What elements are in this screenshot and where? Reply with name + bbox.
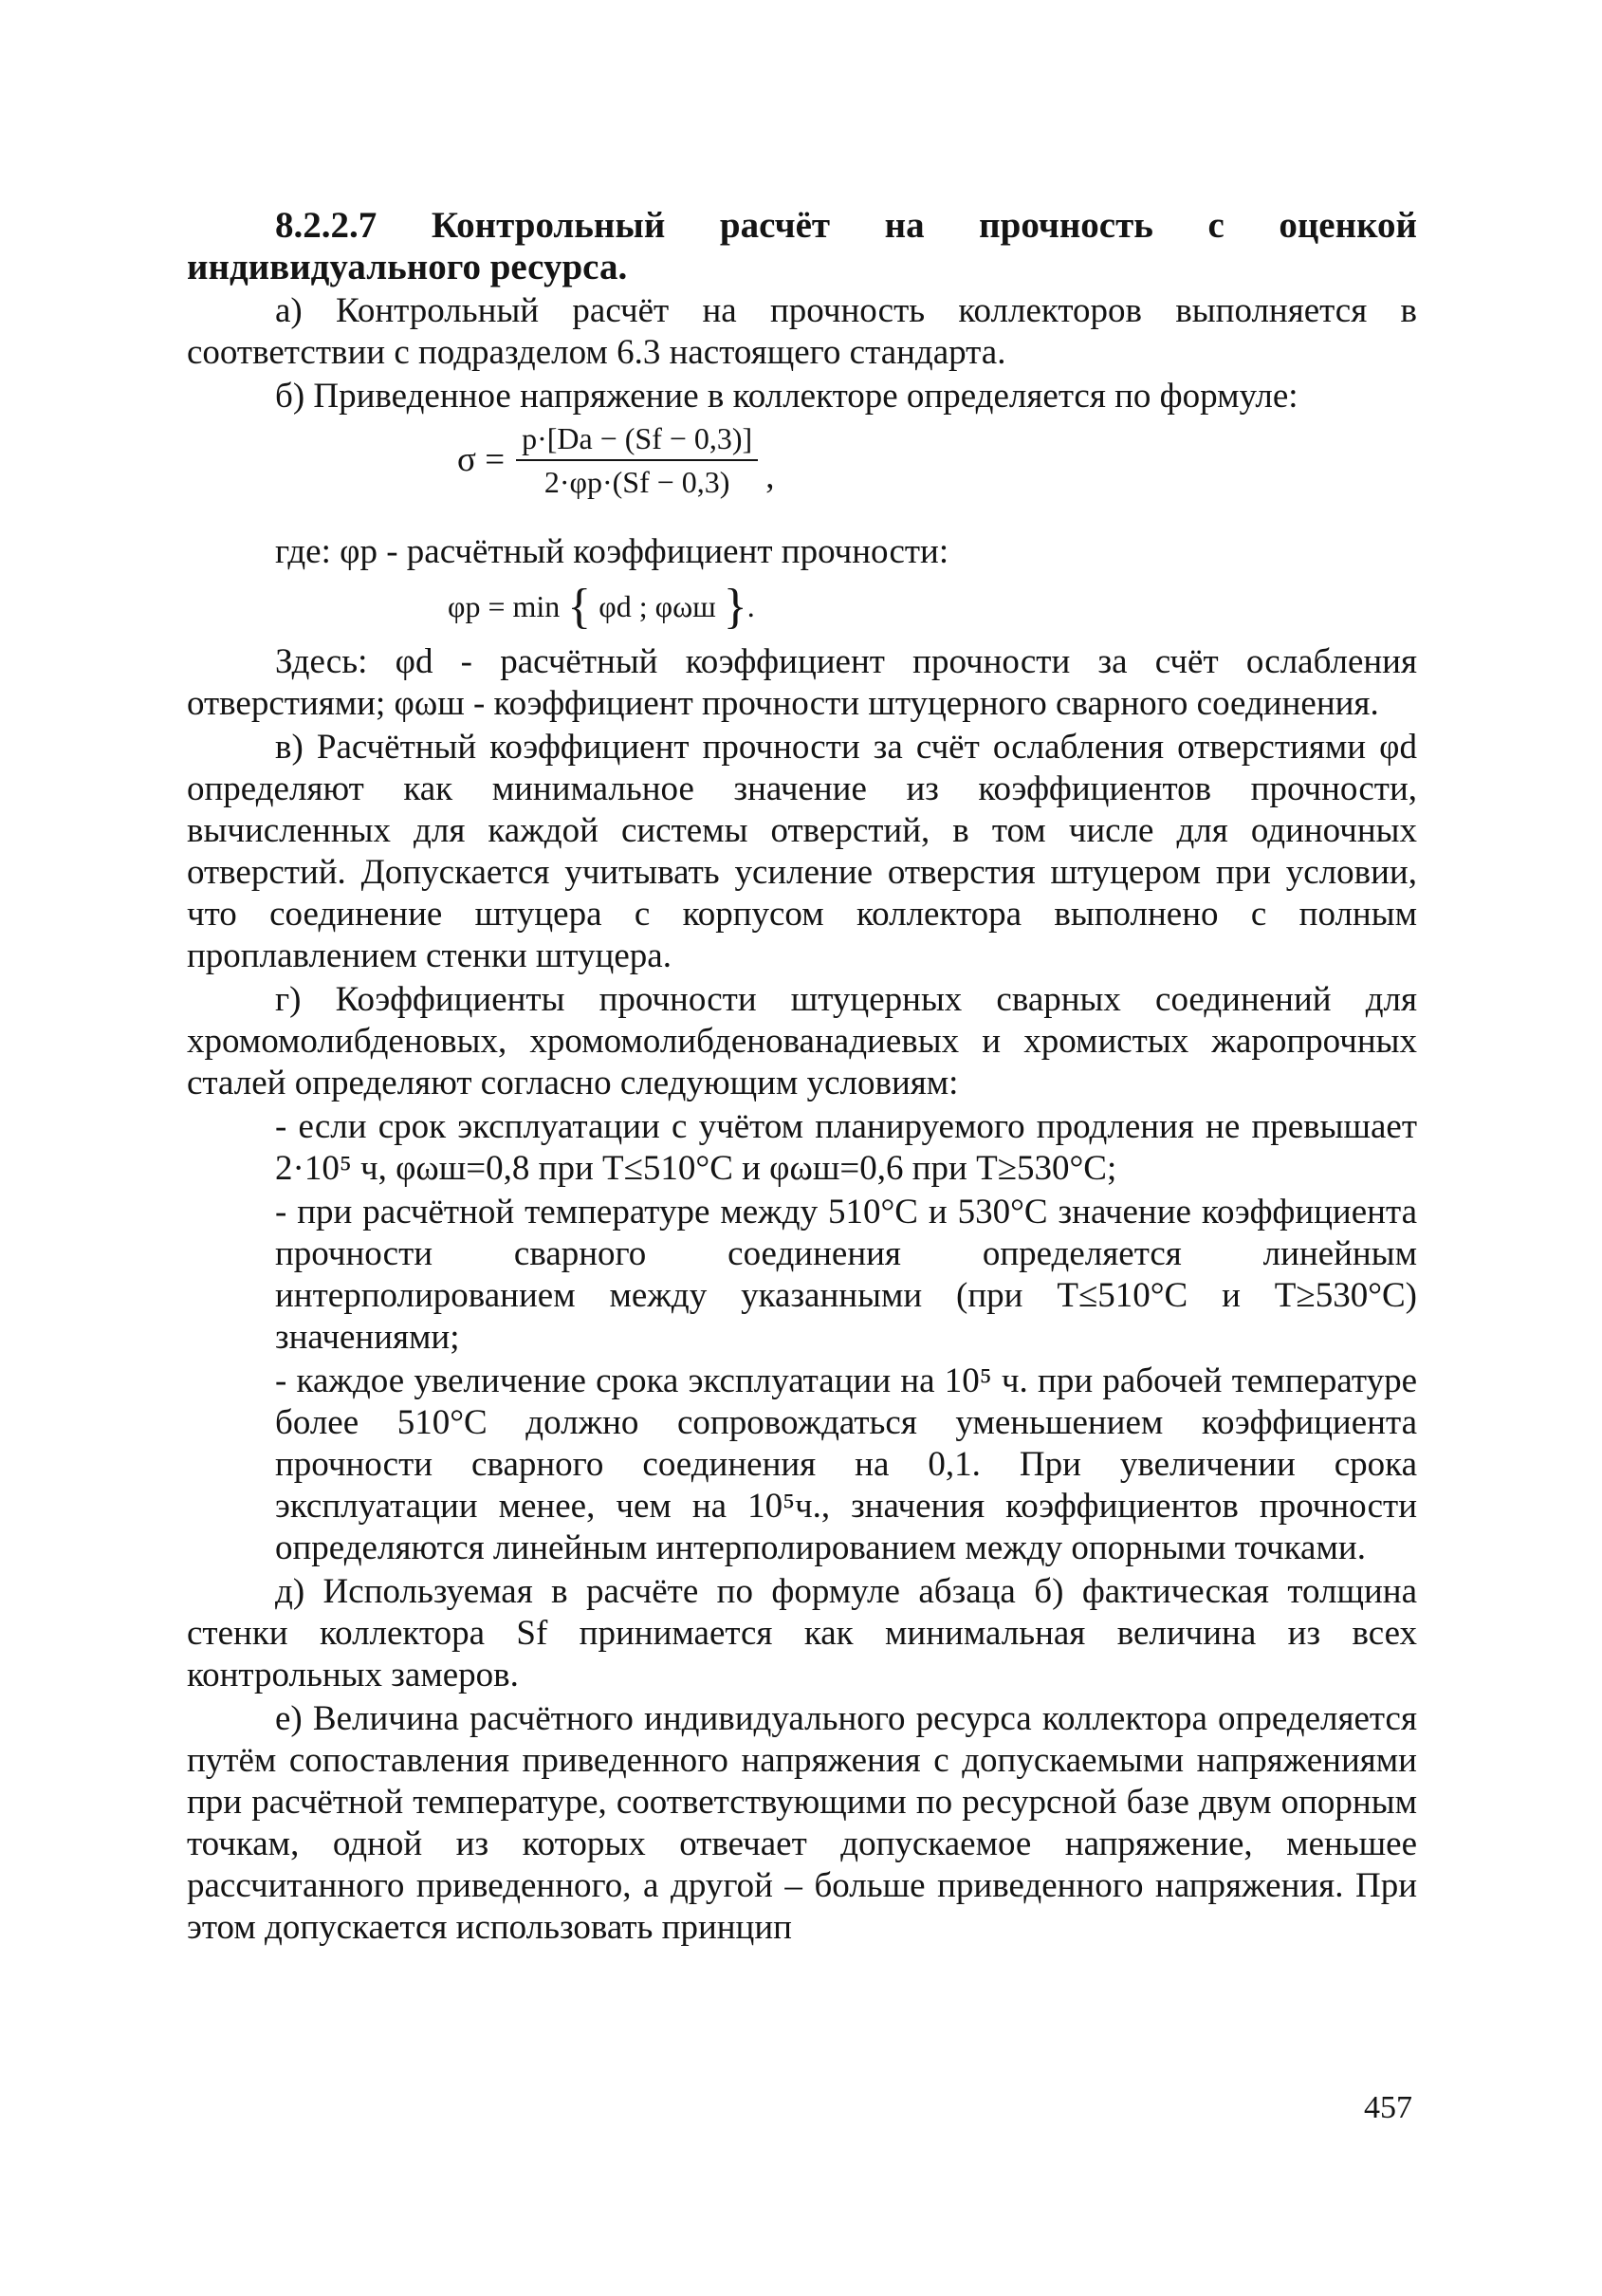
paragraph-a: а) Контрольный расчёт на прочность коллекторов выполняется в соответствии с подразделом 6.3 настоящего стандарта. xyxy=(187,291,1417,372)
stress-formula xyxy=(187,419,1417,526)
min-formula-lhs: φp = min xyxy=(448,589,561,623)
bullet-item-1: - если срок эксплуатации с учётом планируемого продления не превышает 2·10⁵ ч, φωш=0,8 при T≤510°C и φωш=0,6 при T≥530°C; xyxy=(275,1107,1417,1188)
bullet-item-2: - при расчётной температуре между 510°C и 530°C значение коэффициента прочности сварного соединения определяется линейным интерполированием между указанными (при T≤510°C и T≥530°C) значениями; xyxy=(275,1193,1417,1357)
min-formula-end: . xyxy=(746,589,755,623)
here-text: Здесь: φd - расчётный коэффициент прочности за счёт ослабления отверстиями; φωш - коэффициент прочности штуцерного сварного соединения. xyxy=(187,642,1417,723)
paragraph-b: б) Приведенное напряжение в коллекторе определяется по формуле: xyxy=(275,377,1298,416)
min-formula xyxy=(187,573,1417,639)
close-brace-icon: } xyxy=(723,580,747,634)
fraction-bar xyxy=(516,459,758,461)
where-text: где: φp - расчётный коэффициент прочности: xyxy=(275,532,949,571)
formula-numerator: p·[Da − (Sf − 0,3)] xyxy=(522,421,753,455)
bullet-item-3: - каждое увеличение срока эксплуатации на 10⁵ ч. при рабочей температуре более 510°C должно сопровождаться уменьшением коэффициента прочности сварного соединения на 0,1. При увеличении срока эксплуатации менее, чем на 10⁵ч., значения коэффициентов прочности определяются линейным интерполированием между опорными точками. xyxy=(275,1361,1417,1567)
section-heading: 8.2.2.7 Контрольный расчёт на прочность с оценкой индивидуального ресурса. xyxy=(187,205,1417,287)
paragraph-e: е) Величина расчётного индивидуального ресурса коллектора определяется путём сопоставления приведенного напряжения с допускаемыми напряжениями при расчётной температуре, соответствующими по ресурсной базе двум опорным точкам, одной из которых отвечает допускаемое напряжение, меньшее рассчитанного приведенного, а другой – больше приведенного напряжения. При этом допускается использовать принцип xyxy=(187,1699,1417,1947)
page-content xyxy=(187,205,1417,1949)
paragraph-v: в) Расчётный коэффициент прочности за счёт ослабления отверстиями φd определяют как минимальное значение из коэффициентов прочности, вычисленных для каждой системы отверстий, в том числе для одиночных отверстий. Допускается учитывать усиление отверстия штуцером при условии, что соединение штуцера с корпусом коллектора выполнено с полным проплавлением стенки штуцера. xyxy=(187,728,1417,975)
paragraph-g: г) Коэффициенты прочности штуцерных сварных соединений для хромомолибденовых, хромомолибденованадиевых и хромистых жаропрочных сталей определяют согласно следующим условиям: xyxy=(187,980,1417,1102)
formula-denominator: 2·φp·(Sf − 0,3) xyxy=(543,465,730,499)
open-brace-icon: { xyxy=(567,580,592,634)
formula-trailing-comma: , xyxy=(765,457,775,496)
page-number: 457 xyxy=(1364,2090,1412,2125)
formula-lhs: σ = xyxy=(457,440,506,479)
paragraph-d: д) Используемая в расчёте по формуле абзаца б) фактическая толщина стенки коллектора Sf принимается как минимальная величина из всех контрольных замеров. xyxy=(187,1572,1417,1694)
min-formula-args: φd ; φωш xyxy=(598,589,716,623)
